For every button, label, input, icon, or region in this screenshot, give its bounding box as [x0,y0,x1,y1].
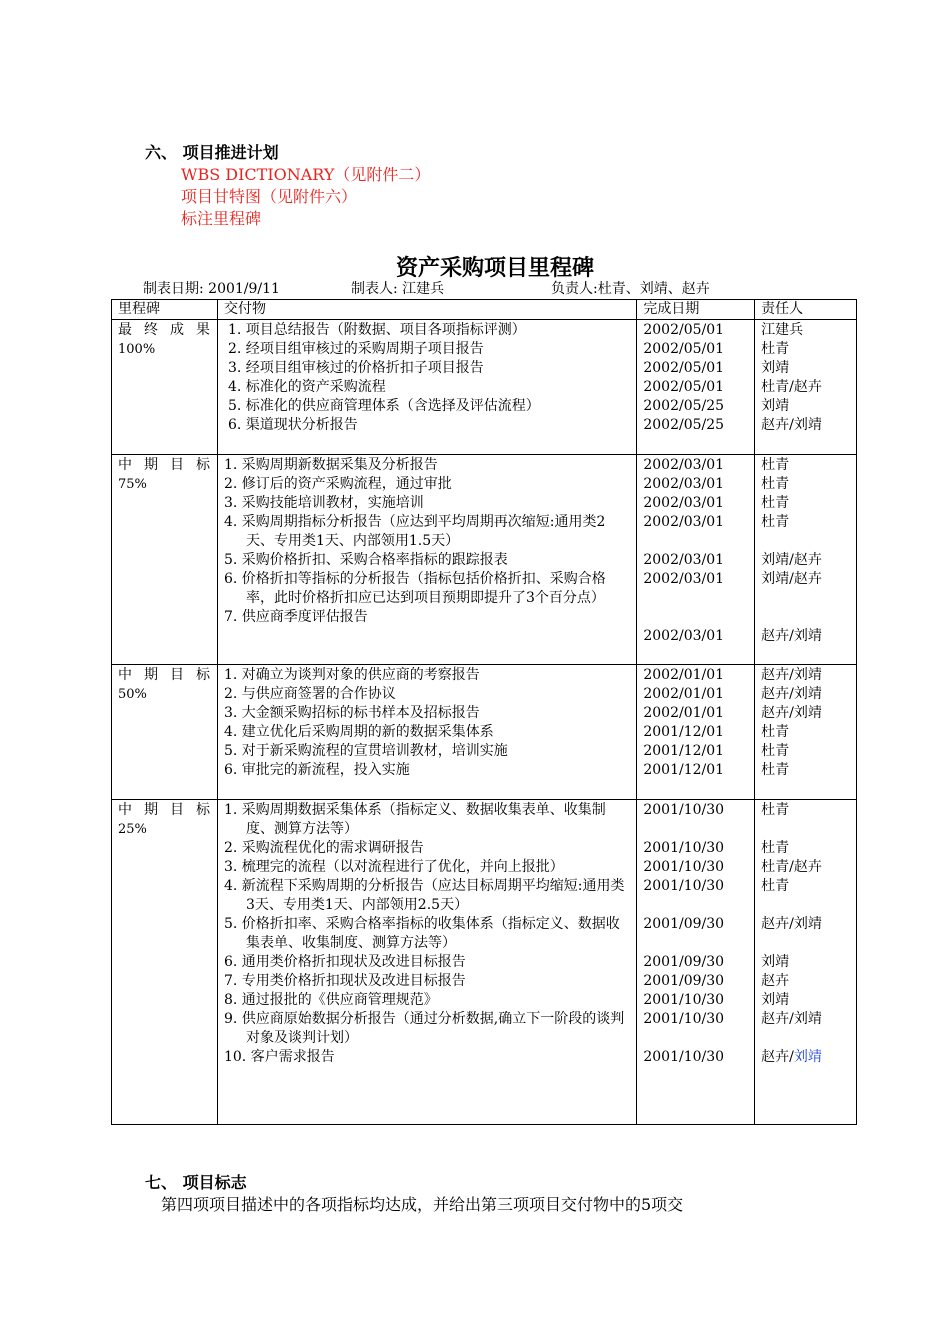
owner-name: 赵卉/刘靖 [761,1011,822,1027]
deliverable-item: 4. 采购周期指标分析报告（应达到平均周期再次缩短:通用类2天、专用类1天、内部领用1.5天） [223,514,606,549]
dates-cell [637,800,755,1125]
completion-date: 2002/03/01 [643,476,725,492]
completion-date: 2001/12/01 [643,762,725,778]
wbs-dictionary-link: WBS DICTIONARY（见附件二） [181,165,431,184]
deliverable-item: 2. 经项目组审核过的采购周期子项目报告 [227,341,484,357]
owner-name [761,589,850,608]
owner-name [761,934,850,953]
milestone-pct: 75% [118,477,147,492]
owner-name: 杜青 [761,878,790,894]
completion-date: 2001/09/30 [643,916,725,932]
completion-date: 2002/05/25 [643,398,725,414]
owner-name-highlight: 刘靖 [793,1049,822,1065]
completion-date: 2002/03/01 [643,628,725,644]
completion-date [643,1029,748,1048]
completion-date [643,896,748,915]
completion-date: 2001/12/01 [643,743,725,759]
owner-name [761,532,850,551]
owner-name: 杜青 [761,743,790,759]
owner-name [761,896,850,915]
deliverable-item: 3. 经项目组审核过的价格折扣子项目报告 [227,360,484,376]
milestone-pct: 100% [118,342,156,357]
milestone-name: 中 期 目 标 [118,457,210,473]
completion-date: 2002/05/01 [643,341,725,357]
completion-date: 2001/09/30 [643,954,725,970]
deliverable-item: 8. 通过报批的《供应商管理规范》 [223,992,438,1008]
header-owner: 责任人 [755,300,857,320]
deliverable-item: 3. 大金额采购招标的标书样本及招标报告 [223,705,480,721]
owner-name: 杜青 [761,341,790,357]
owner-name: 赵卉/刘靖 [761,417,822,433]
owner-name [761,608,850,627]
completion-date: 2001/10/30 [643,840,725,856]
deliverable-item: 9. 供应商原始数据分析报告（通过分析数据,确立下一阶段的谈判对象及谈判计划） [223,1011,625,1046]
table-row [112,665,857,800]
milestone-name: 中 期 目 标 [118,802,210,818]
deliverable-item: 5. 价格折扣率、采购合格率指标的收集体系（指标定义、数据收集表单、收集制度、测算方法等） [223,916,620,951]
section6-heading: 六、 项目推进计划 [145,143,279,162]
completion-date: 2002/05/01 [643,379,725,395]
milestone-note: 标注里程碑 [181,209,262,228]
completion-date [643,532,748,551]
deliverable-item: 7. 专用类价格折扣现状及改进目标报告 [223,973,466,989]
milestone-cell [112,800,218,1125]
owner-name: 杜青 [761,724,790,740]
table-row [112,800,857,1125]
table-owners: 负责人:杜青、刘靖、赵卉 [551,281,710,297]
completion-date: 2002/01/01 [643,667,725,683]
owners-cell [755,320,857,455]
owner-name: 杜青/赵卉 [761,379,822,395]
owner-name: 杜青 [761,762,790,778]
completion-date: 2002/01/01 [643,705,725,721]
deliverable-item: 6. 审批完的新流程，投入实施 [223,762,410,778]
owner-name: 刘靖/赵卉 [761,552,822,568]
section7-text: 第四项项目描述中的各项指标均达成，并给出第三项项目交付物中的5项交 [161,1195,684,1214]
completion-date [643,589,748,608]
table-header-row [112,300,857,320]
deliverable-item: 1. 对确立为谈判对象的供应商的考察报告 [223,667,480,683]
owner-name: 杜青 [761,476,790,492]
deliverable-item: 1. 采购周期数据采集体系（指标定义、数据收集表单、收集制度、测算方法等） [223,802,606,837]
owner-name: 杜青/赵卉 [761,859,822,875]
completion-date: 2002/05/01 [643,360,725,376]
deliverables-cell [217,320,636,455]
milestone-cell [112,320,218,455]
deliverable-item: 5. 对于新采购流程的宣贯培训教材，培训实施 [223,743,508,759]
owner-name: 赵卉/刘靖 [761,916,822,932]
owner-name: 杜青 [761,514,790,530]
completion-date: 2002/05/25 [643,417,725,433]
deliverable-item: 4. 标准化的资产采购流程 [227,379,386,395]
milestone-name: 中 期 目 标 [118,667,210,683]
owner-name: 刘靖/赵卉 [761,571,822,587]
owner-name: 杜青 [761,457,790,473]
header-deliverable: 交付物 [217,300,636,320]
deliverable-item: 5. 采购价格折扣、采购合格率指标的跟踪报表 [223,552,508,568]
completion-date: 2001/09/30 [643,973,725,989]
completion-date: 2002/03/01 [643,514,725,530]
deliverable-item: 4. 新流程下采购周期的分析报告（应达目标周期平均缩短:通用类3天、专用类1天、内部领用2.5天） [223,878,625,913]
completion-date: 2001/10/30 [643,859,725,875]
gantt-chart-link: 项目甘特图（见附件六） [181,187,358,206]
completion-date: 2002/03/01 [643,571,725,587]
owner-name-prefix: 赵卉/ [761,1049,794,1065]
owner-name [761,1029,850,1048]
header-date: 完成日期 [637,300,755,320]
completion-date: 2001/10/30 [643,878,725,894]
deliverable-item: 7. 供应商季度评估报告 [223,609,368,625]
owner-name: 杜青 [761,495,790,511]
milestone-pct: 25% [118,822,147,837]
deliverable-item: 2. 采购流程优化的需求调研报告 [223,840,424,856]
owner-name: 刘靖 [761,398,790,414]
owner-name: 杜青 [761,802,790,818]
deliverables-cell [217,455,636,665]
owners-cell [755,455,857,665]
deliverable-item: 3. 梳理完的流程（以对流程进行了优化，并向上报批） [223,859,564,875]
owners-cell [755,800,857,1125]
deliverable-item: 6. 价格折扣等指标的分析报告（指标包括价格折扣、采购合格率，此时价格折扣应已达到项目预期即提升了3个百分点） [223,571,606,606]
owner-name: 刘靖 [761,360,790,376]
completion-date: 2002/03/01 [643,495,725,511]
deliverables-cell [217,665,636,800]
owner-name [761,820,850,839]
owner-name: 杜青 [761,840,790,856]
deliverable-item: 4. 建立优化后采购周期的新的数据采集体系 [223,724,494,740]
dates-cell [637,665,755,800]
completion-date: 2001/10/30 [643,1011,725,1027]
completion-date [643,934,748,953]
completion-date: 2002/03/01 [643,552,725,568]
completion-date [643,820,748,839]
deliverable-item: 5. 标准化的供应商管理体系（含选择及评估流程） [227,398,540,414]
deliverable-item: 1. 项目总结报告（附数据、项目各项指标评测） [227,322,526,338]
owners-cell [755,665,857,800]
owner-name: 赵卉 [761,973,790,989]
owner-name: 赵卉/刘靖 [761,686,822,702]
table-date: 制表日期: 2001/9/11 [143,281,280,297]
owner-name: 赵卉/刘靖 [761,705,822,721]
completion-date: 2002/03/01 [643,457,725,473]
deliverable-item: 6. 渠道现状分析报告 [227,417,358,433]
completion-date: 2001/12/01 [643,724,725,740]
deliverable-item: 2. 与供应商签署的合作协议 [223,686,396,702]
table-row [112,320,857,455]
deliverables-cell [217,800,636,1125]
owner-name: 江建兵 [761,322,804,338]
milestone-cell [112,665,218,800]
deliverable-item: 2. 修订后的资产采购流程，通过审批 [223,476,452,492]
deliverable-item: 3. 采购技能培训教材，实施培训 [223,495,424,511]
milestone-table [111,299,857,1125]
deliverable-item: 10. 客户需求报告 [223,1049,335,1065]
dates-cell [637,455,755,665]
owner-name: 刘靖 [761,954,790,970]
header-milestone: 里程碑 [112,300,218,320]
table-maker: 制表人: 江建兵 [351,281,445,297]
milestone-title: 资产采购项目里程碑 [395,255,594,281]
milestone-cell [112,455,218,665]
completion-date: 2002/01/01 [643,686,725,702]
completion-date: 2002/05/01 [643,322,725,338]
completion-date [643,608,748,627]
milestone-pct: 50% [118,687,147,702]
milestone-name: 最 终 成 果 [118,322,210,338]
completion-date: 2001/10/30 [643,1049,725,1065]
owner-name: 刘靖 [761,992,790,1008]
completion-date: 2001/10/30 [643,802,725,818]
deliverable-item: 1. 采购周期新数据采集及分析报告 [223,457,438,473]
completion-date: 2001/10/30 [643,992,725,1008]
table-row [112,455,857,665]
owner-name: 赵卉/刘靖 [761,628,822,644]
section7-heading: 七、 项目标志 [145,1173,247,1192]
deliverable-item: 6. 通用类价格折扣现状及改进目标报告 [223,954,466,970]
owner-name-last [761,1048,850,1067]
dates-cell [637,320,755,455]
owner-name: 赵卉/刘靖 [761,667,822,683]
